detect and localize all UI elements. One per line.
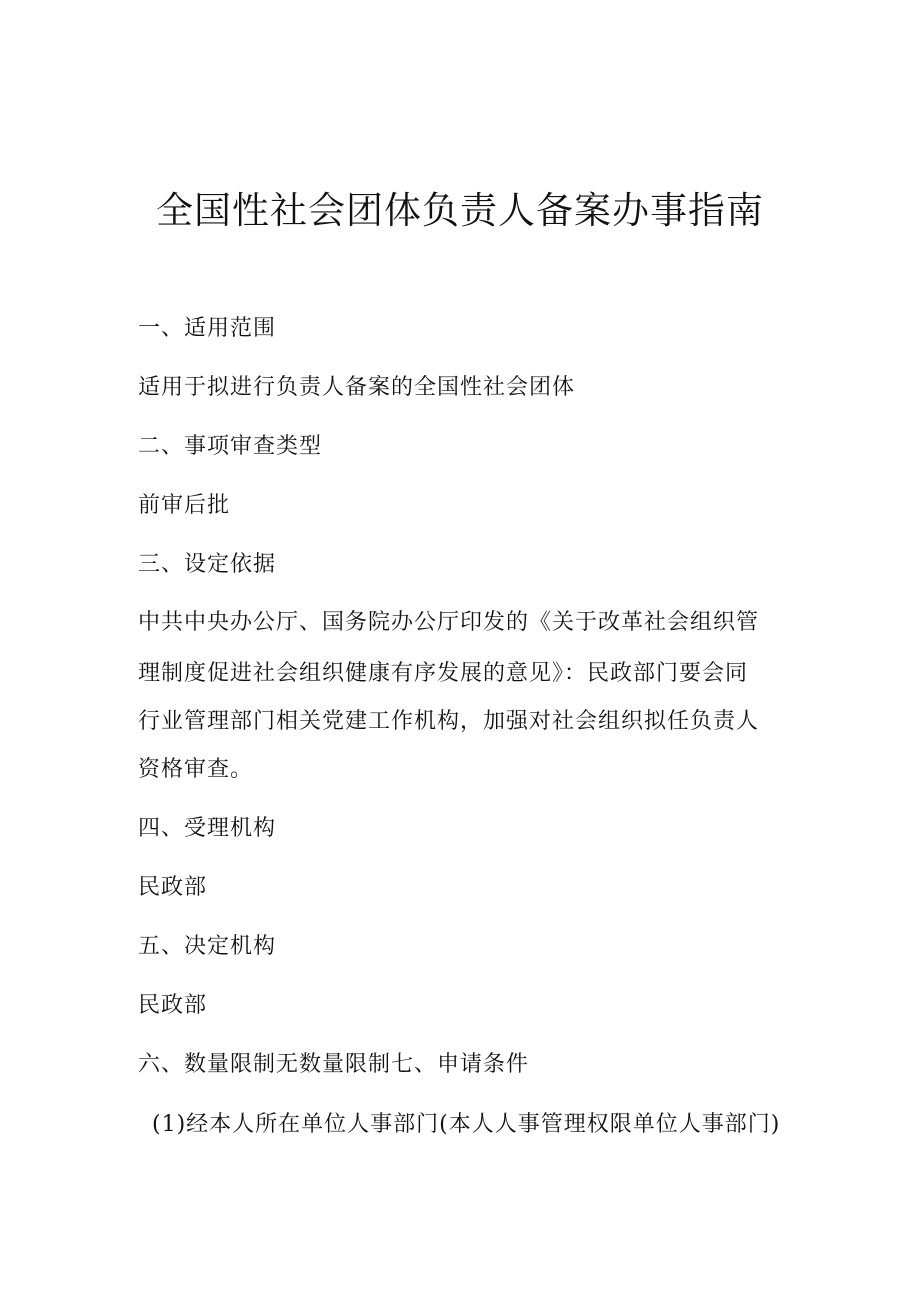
document-title: 全国性社会团体负责人备案办事指南 — [156, 189, 764, 232]
section-heading-scope: 一、适用范围 — [138, 316, 277, 341]
paragraph-basis-line-4: 资格审查。 — [138, 757, 254, 782]
paragraph-deciding-agency: 民政部 — [138, 993, 208, 1018]
section-heading-deciding-agency: 五、决定机构 — [138, 934, 277, 959]
section-heading-review-type: 二、事项审查类型 — [138, 434, 323, 459]
section-heading-quantity-and-conditions: 六、数量限制无数量限制七、申请条件 — [138, 1052, 530, 1077]
paragraph-condition-1: (1)经本人所在单位人事部门(本人人事管理权限单位人事部门) — [152, 1112, 781, 1137]
paragraph-scope: 适用于拟进行负责人备案的全国性社会团体 — [138, 375, 576, 400]
section-heading-basis: 三、设定依据 — [138, 552, 277, 577]
paragraph-basis-line-3: 行业管理部门相关党建工作机构，加强对社会组织拟任负责人 — [138, 709, 760, 734]
paragraph-review-type: 前审后批 — [138, 493, 231, 518]
paragraph-basis-line-1: 中共中央办公厅、国务院办公厅印发的《关于改革社会组织管 — [138, 610, 760, 635]
paragraph-basis-line-2: 理制度促进社会组织健康有序发展的意见》：民政部门要会同 — [138, 661, 749, 686]
section-heading-accepting-agency: 四、受理机构 — [138, 816, 277, 841]
paragraph-accepting-agency: 民政部 — [138, 875, 208, 900]
